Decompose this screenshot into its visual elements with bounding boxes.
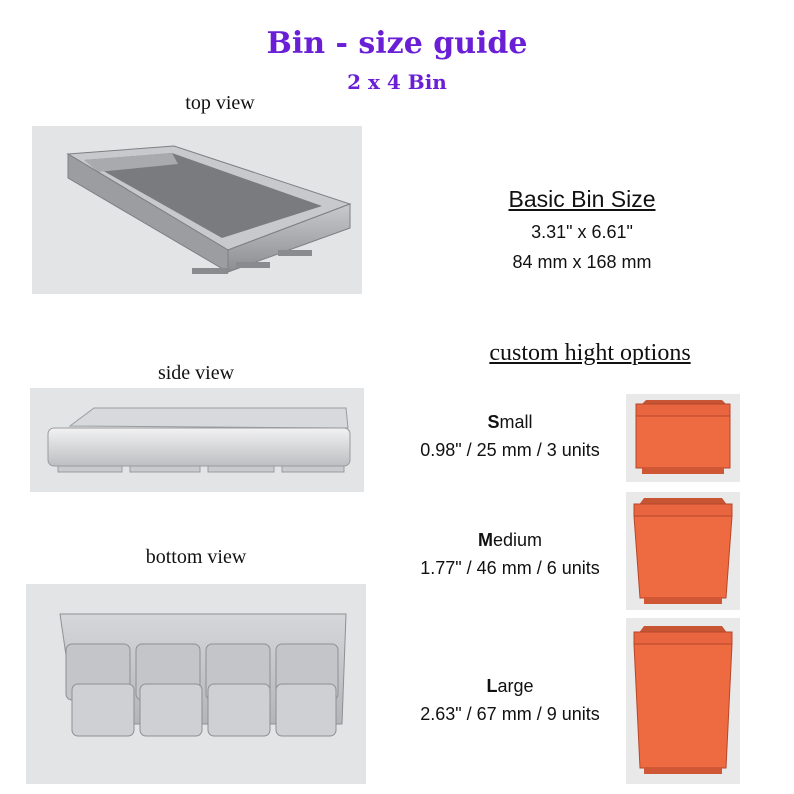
medium-bin-image [626, 492, 740, 610]
side-view-label: side view [157, 362, 235, 384]
page-subtitle: 2 x 4 Bin [347, 70, 447, 94]
bottom-view-label: bottom view [145, 546, 247, 568]
small-bin-image [626, 394, 740, 482]
bottom-view-image [26, 584, 366, 784]
large-bin-image [626, 618, 740, 784]
top-view-label: top view [185, 92, 255, 114]
size-large-name: Large [486, 676, 534, 696]
page-title: Bin - size guide [266, 26, 528, 61]
basic-size-imperial: 3.31" x 6.61" [531, 222, 633, 242]
basic-size-metric: 84 mm x 168 mm [512, 252, 652, 272]
top-view-image [32, 126, 362, 294]
custom-height-heading: custom hight options [489, 340, 691, 366]
size-medium-name: Medium [477, 530, 543, 550]
basic-size-heading: Basic Bin Size [508, 186, 656, 212]
size-medium-spec: 1.77" / 46 mm / 6 units [420, 558, 600, 578]
size-small-spec: 0.98" / 25 mm / 3 units [420, 440, 600, 460]
side-view-image [30, 388, 364, 492]
size-large-spec: 2.63" / 67 mm / 9 units [420, 704, 600, 724]
size-small-name: Small [487, 412, 533, 432]
